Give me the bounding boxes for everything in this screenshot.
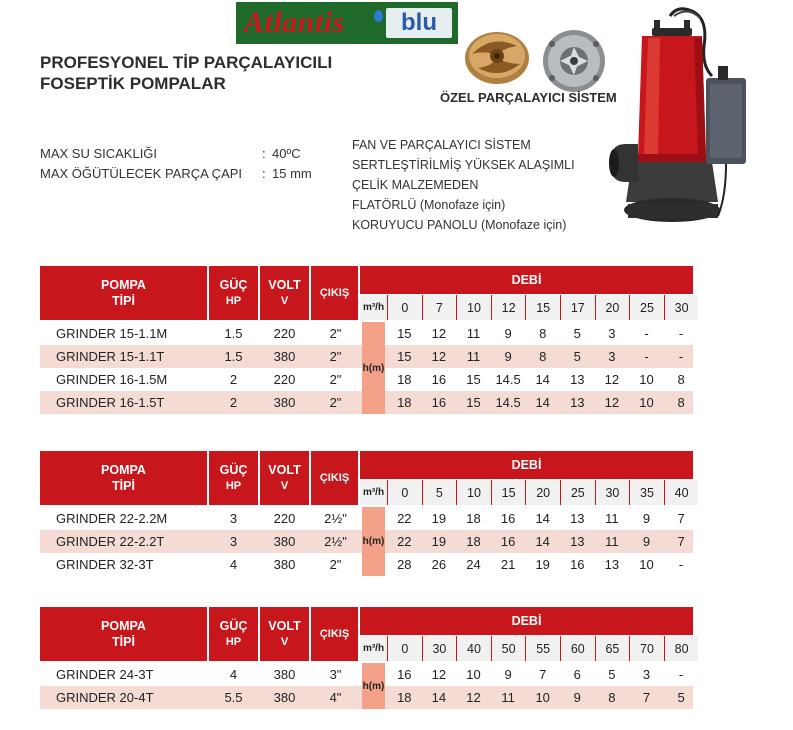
flow-value: 70	[629, 636, 664, 661]
head-value: 14	[535, 395, 550, 410]
pump-image	[608, 6, 758, 232]
head-value: 12	[431, 349, 447, 364]
header-pompa: POMPA	[101, 619, 146, 633]
header-debi: DEBİ	[360, 451, 693, 479]
outlet-size: 2"	[329, 326, 342, 341]
head-value: -	[678, 326, 684, 341]
header-volt-wrap	[268, 277, 300, 309]
head-value: 14	[535, 534, 550, 549]
power-hp: 5.5	[224, 690, 243, 705]
pump-model: GRINDER 20-4T	[56, 690, 154, 705]
head-unit-label: h(m)	[362, 663, 385, 709]
head-value: 7	[677, 511, 685, 526]
voltage: 220	[273, 511, 296, 526]
head-value: -	[644, 349, 649, 364]
header-volt-label: VOLT	[268, 463, 301, 477]
head-value: 14.5	[495, 372, 521, 387]
head-value: 9	[573, 690, 581, 705]
head-value: 12	[431, 326, 447, 341]
flow-value: 10	[456, 295, 491, 320]
pump-model: GRINDER 16-1.5T	[56, 395, 165, 410]
head-value: 5	[608, 667, 616, 682]
page-title-line1: PROFESYONEL TİP PARÇALAYICILI	[40, 53, 333, 72]
flow-value: 5	[422, 480, 457, 505]
header-volt-label: VOLT	[268, 619, 301, 633]
header-guc: GÜÇ	[219, 619, 248, 633]
head-value: 3	[608, 326, 616, 341]
header-hp: HP	[225, 480, 242, 492]
flow-value: 65	[595, 636, 630, 661]
header-cikis: ÇIKIŞ	[311, 607, 358, 661]
head-value: 15	[397, 349, 412, 364]
header-v: V	[280, 295, 289, 307]
head-value: 14.5	[495, 395, 521, 410]
pump-model: GRINDER 24-3T	[56, 667, 154, 682]
spec-key: MAX SU SICAKLIĞI	[40, 146, 158, 161]
outlet-size: 2"	[329, 395, 342, 410]
head-value: 3	[608, 349, 616, 364]
head-value: 18	[397, 395, 412, 410]
header-guc-hp	[209, 266, 258, 320]
cutter-system-label: ÖZEL PARÇALAYICI SİSTEM	[440, 90, 617, 105]
feature-line: ÇELİK MALZEMEDEN	[352, 178, 479, 192]
voltage: 380	[273, 534, 296, 549]
flow-value: 80	[664, 636, 699, 661]
brand-logo	[236, 2, 458, 44]
head-value: 14	[535, 372, 550, 387]
feature-line: KORUYUCU PANOLU (Monofaze için)	[352, 218, 567, 232]
pump-model: GRINDER 15-1.1T	[56, 349, 165, 364]
head-value: 18	[397, 690, 412, 705]
header-pompa-wrap	[101, 277, 146, 309]
header-volt-wrap	[268, 462, 300, 494]
head-value: 7	[642, 690, 651, 705]
head-value: 11	[605, 534, 619, 549]
header-guc-wrap	[220, 618, 248, 650]
logo-brand-text: Atlantis	[244, 6, 345, 39]
header-volt-label: VOLT	[268, 278, 301, 292]
head-unit-label: h(m)	[362, 507, 385, 576]
header-pompa-tipi	[40, 607, 207, 661]
power-hp: 4	[229, 557, 238, 572]
flow-value: 30	[422, 636, 457, 661]
head-value: 9	[504, 349, 512, 364]
flow-value: 17	[560, 295, 595, 320]
head-value: 16	[431, 395, 447, 410]
spec-colon: :	[262, 146, 266, 161]
header-pompa-wrap	[101, 462, 146, 494]
head-value: 16	[570, 557, 585, 572]
head-value: -	[678, 557, 684, 572]
head-value: 24	[466, 557, 481, 572]
head-value: -	[678, 667, 684, 682]
outlet-size: 2"	[329, 557, 342, 572]
head-value: 15	[466, 395, 481, 410]
flow-value: 7	[422, 295, 457, 320]
flow-value: 10	[456, 480, 491, 505]
head-value: 10	[639, 395, 654, 410]
flow-value: 35	[629, 480, 664, 505]
head-value: 16	[500, 534, 516, 549]
head-value: 8	[539, 349, 547, 364]
voltage: 380	[273, 557, 296, 572]
head-value: 13	[604, 557, 620, 572]
pump-model: GRINDER 32-3T	[56, 557, 154, 572]
pump-model: GRINDER 15-1.1M	[56, 326, 168, 341]
flow-value: 15	[525, 295, 560, 320]
outlet-size: 4"	[329, 690, 342, 705]
power-hp: 3	[229, 511, 238, 526]
spec-row	[40, 146, 301, 161]
flow-value: 0	[387, 295, 422, 320]
power-hp: 1.5	[224, 349, 243, 364]
header-cikis: ÇIKIŞ	[311, 266, 358, 320]
head-value: 10	[639, 557, 654, 572]
head-value: 11	[466, 349, 481, 364]
head-value: 12	[604, 395, 620, 410]
power-hp: 4	[229, 667, 238, 682]
head-value: 8	[539, 326, 547, 341]
pump-table	[40, 451, 693, 574]
header-guc-wrap	[220, 277, 248, 309]
voltage: 380	[273, 349, 296, 364]
head-value: 18	[397, 372, 412, 387]
header-cikis: ÇIKIŞ	[311, 451, 358, 505]
header-volt	[260, 451, 309, 505]
head-value: 8	[677, 372, 685, 387]
feature-line: FAN VE PARÇALAYICI SİSTEM	[352, 138, 531, 152]
head-value: 19	[535, 557, 550, 572]
pump-table	[40, 266, 693, 412]
head-value: 9	[642, 511, 651, 526]
head-value: 12	[466, 690, 481, 705]
head-value: 19	[431, 534, 447, 549]
header-debi: DEBİ	[360, 607, 693, 635]
outlet-size: 2½"	[324, 511, 347, 526]
header-v: V	[280, 636, 289, 648]
head-value: 10	[466, 667, 481, 682]
cutter-plate-image	[540, 28, 608, 94]
feature-line: SERTLEŞTİRİLMİŞ YÜKSEK ALAŞIMLI	[352, 158, 575, 172]
flow-unit-label: m³/h	[360, 636, 387, 661]
head-value: 7	[677, 534, 685, 549]
head-value: 14	[431, 690, 447, 705]
impeller-image	[462, 24, 532, 88]
head-value: 14	[535, 511, 550, 526]
head-value: 13	[570, 534, 585, 549]
pump-model: GRINDER 22-2.2T	[56, 534, 165, 549]
head-value: 3	[642, 667, 651, 682]
head-value: 12	[604, 372, 620, 387]
flow-value: 25	[560, 480, 595, 505]
header-tipi: TİPİ	[112, 635, 135, 649]
header-pompa-wrap	[101, 618, 146, 650]
header-pompa: POMPA	[101, 278, 146, 292]
head-value: 12	[431, 667, 447, 682]
head-value: 16	[500, 511, 516, 526]
head-value: 16	[397, 667, 412, 682]
head-value: 18	[466, 511, 481, 526]
head-value: 22	[397, 511, 412, 526]
voltage: 380	[273, 690, 296, 705]
outlet-size: 2"	[329, 349, 342, 364]
header-guc: GÜÇ	[219, 278, 248, 292]
outlet-size: 2"	[329, 372, 342, 387]
voltage: 380	[273, 395, 296, 410]
spec-value: 40ºC	[272, 146, 301, 161]
head-value: 6	[573, 667, 581, 682]
voltage: 220	[273, 326, 296, 341]
head-value: 13	[570, 395, 585, 410]
page-title-line2: FOSEPTİK POMPALAR	[40, 74, 226, 93]
power-hp: 2	[229, 372, 238, 387]
header-guc-wrap	[220, 462, 248, 494]
header-hp: HP	[225, 295, 242, 307]
flow-value: 40	[664, 480, 699, 505]
header-volt	[260, 607, 309, 661]
head-value: 5	[573, 326, 581, 341]
flow-value: 50	[491, 636, 526, 661]
pump-model: GRINDER 16-1.5M	[56, 372, 168, 387]
flow-value: 15	[491, 480, 526, 505]
header-guc-hp	[209, 451, 258, 505]
head-value: 5	[573, 349, 581, 364]
power-hp: 1.5	[224, 326, 243, 341]
flow-unit-label: m³/h	[360, 295, 387, 320]
head-value: 8	[608, 690, 616, 705]
spec-key: MAX ÖĞÜTÜLECEK PARÇA ÇAPI	[40, 166, 243, 181]
head-value: 11	[605, 511, 619, 526]
power-hp: 2	[229, 395, 238, 410]
head-value: -	[678, 349, 684, 364]
head-value: -	[644, 326, 649, 341]
head-value: 15	[466, 372, 481, 387]
head-value: 13	[570, 511, 585, 526]
outlet-size: 2½"	[324, 534, 347, 549]
pump-table	[40, 607, 693, 707]
flow-value: 40	[456, 636, 491, 661]
header-pompa-tipi	[40, 266, 207, 320]
flow-value: 60	[560, 636, 595, 661]
head-value: 15	[397, 326, 412, 341]
pump-model: GRINDER 22-2.2M	[56, 511, 168, 526]
flow-value: 25	[629, 295, 664, 320]
head-value: 18	[466, 534, 481, 549]
head-value: 28	[397, 557, 412, 572]
spec-value: 15 mm	[272, 166, 312, 181]
head-value: 22	[397, 534, 412, 549]
flow-value: 30	[664, 295, 699, 320]
flow-value: 20	[595, 295, 630, 320]
power-hp: 3	[229, 534, 238, 549]
header-pompa: POMPA	[101, 463, 146, 477]
flow-value: 0	[387, 636, 422, 661]
head-value: 11	[466, 326, 481, 341]
head-value: 16	[431, 372, 447, 387]
head-value: 7	[539, 667, 547, 682]
head-value: 26	[431, 557, 447, 572]
flow-value: 55	[525, 636, 560, 661]
flow-value: 20	[525, 480, 560, 505]
header-debi: DEBİ	[360, 266, 693, 294]
head-value: 11	[501, 690, 515, 705]
head-value: 19	[431, 511, 447, 526]
header-volt-wrap	[268, 618, 300, 650]
outlet-size: 3"	[329, 667, 342, 682]
head-value: 9	[642, 534, 651, 549]
head-value: 9	[504, 667, 512, 682]
head-unit-label: h(m)	[362, 322, 385, 414]
head-value: 9	[504, 326, 512, 341]
logo-sub-text: blu	[386, 8, 452, 38]
head-value: 13	[570, 372, 585, 387]
spec-row	[40, 166, 312, 181]
head-value: 10	[535, 690, 550, 705]
feature-line: FLATÖRLÜ (Monofaze için)	[352, 198, 506, 212]
flow-value: 0	[387, 480, 422, 505]
logo-drop-icon	[374, 10, 383, 22]
header-tipi: TİPİ	[112, 479, 135, 493]
head-value: 5	[677, 690, 685, 705]
header-v: V	[280, 480, 289, 492]
spec-colon: :	[262, 166, 266, 181]
header-guc: GÜÇ	[219, 463, 248, 477]
header-hp: HP	[225, 636, 242, 648]
head-value: 8	[677, 395, 685, 410]
header-pompa-tipi	[40, 451, 207, 505]
voltage: 220	[273, 372, 296, 387]
flow-value: 30	[595, 480, 630, 505]
head-value: 10	[639, 372, 654, 387]
header-guc-hp	[209, 607, 258, 661]
voltage: 380	[273, 667, 296, 682]
flow-value: 12	[491, 295, 526, 320]
header-tipi: TİPİ	[112, 294, 135, 308]
head-value: 21	[500, 557, 516, 572]
flow-unit-label: m³/h	[360, 480, 387, 505]
header-volt	[260, 266, 309, 320]
